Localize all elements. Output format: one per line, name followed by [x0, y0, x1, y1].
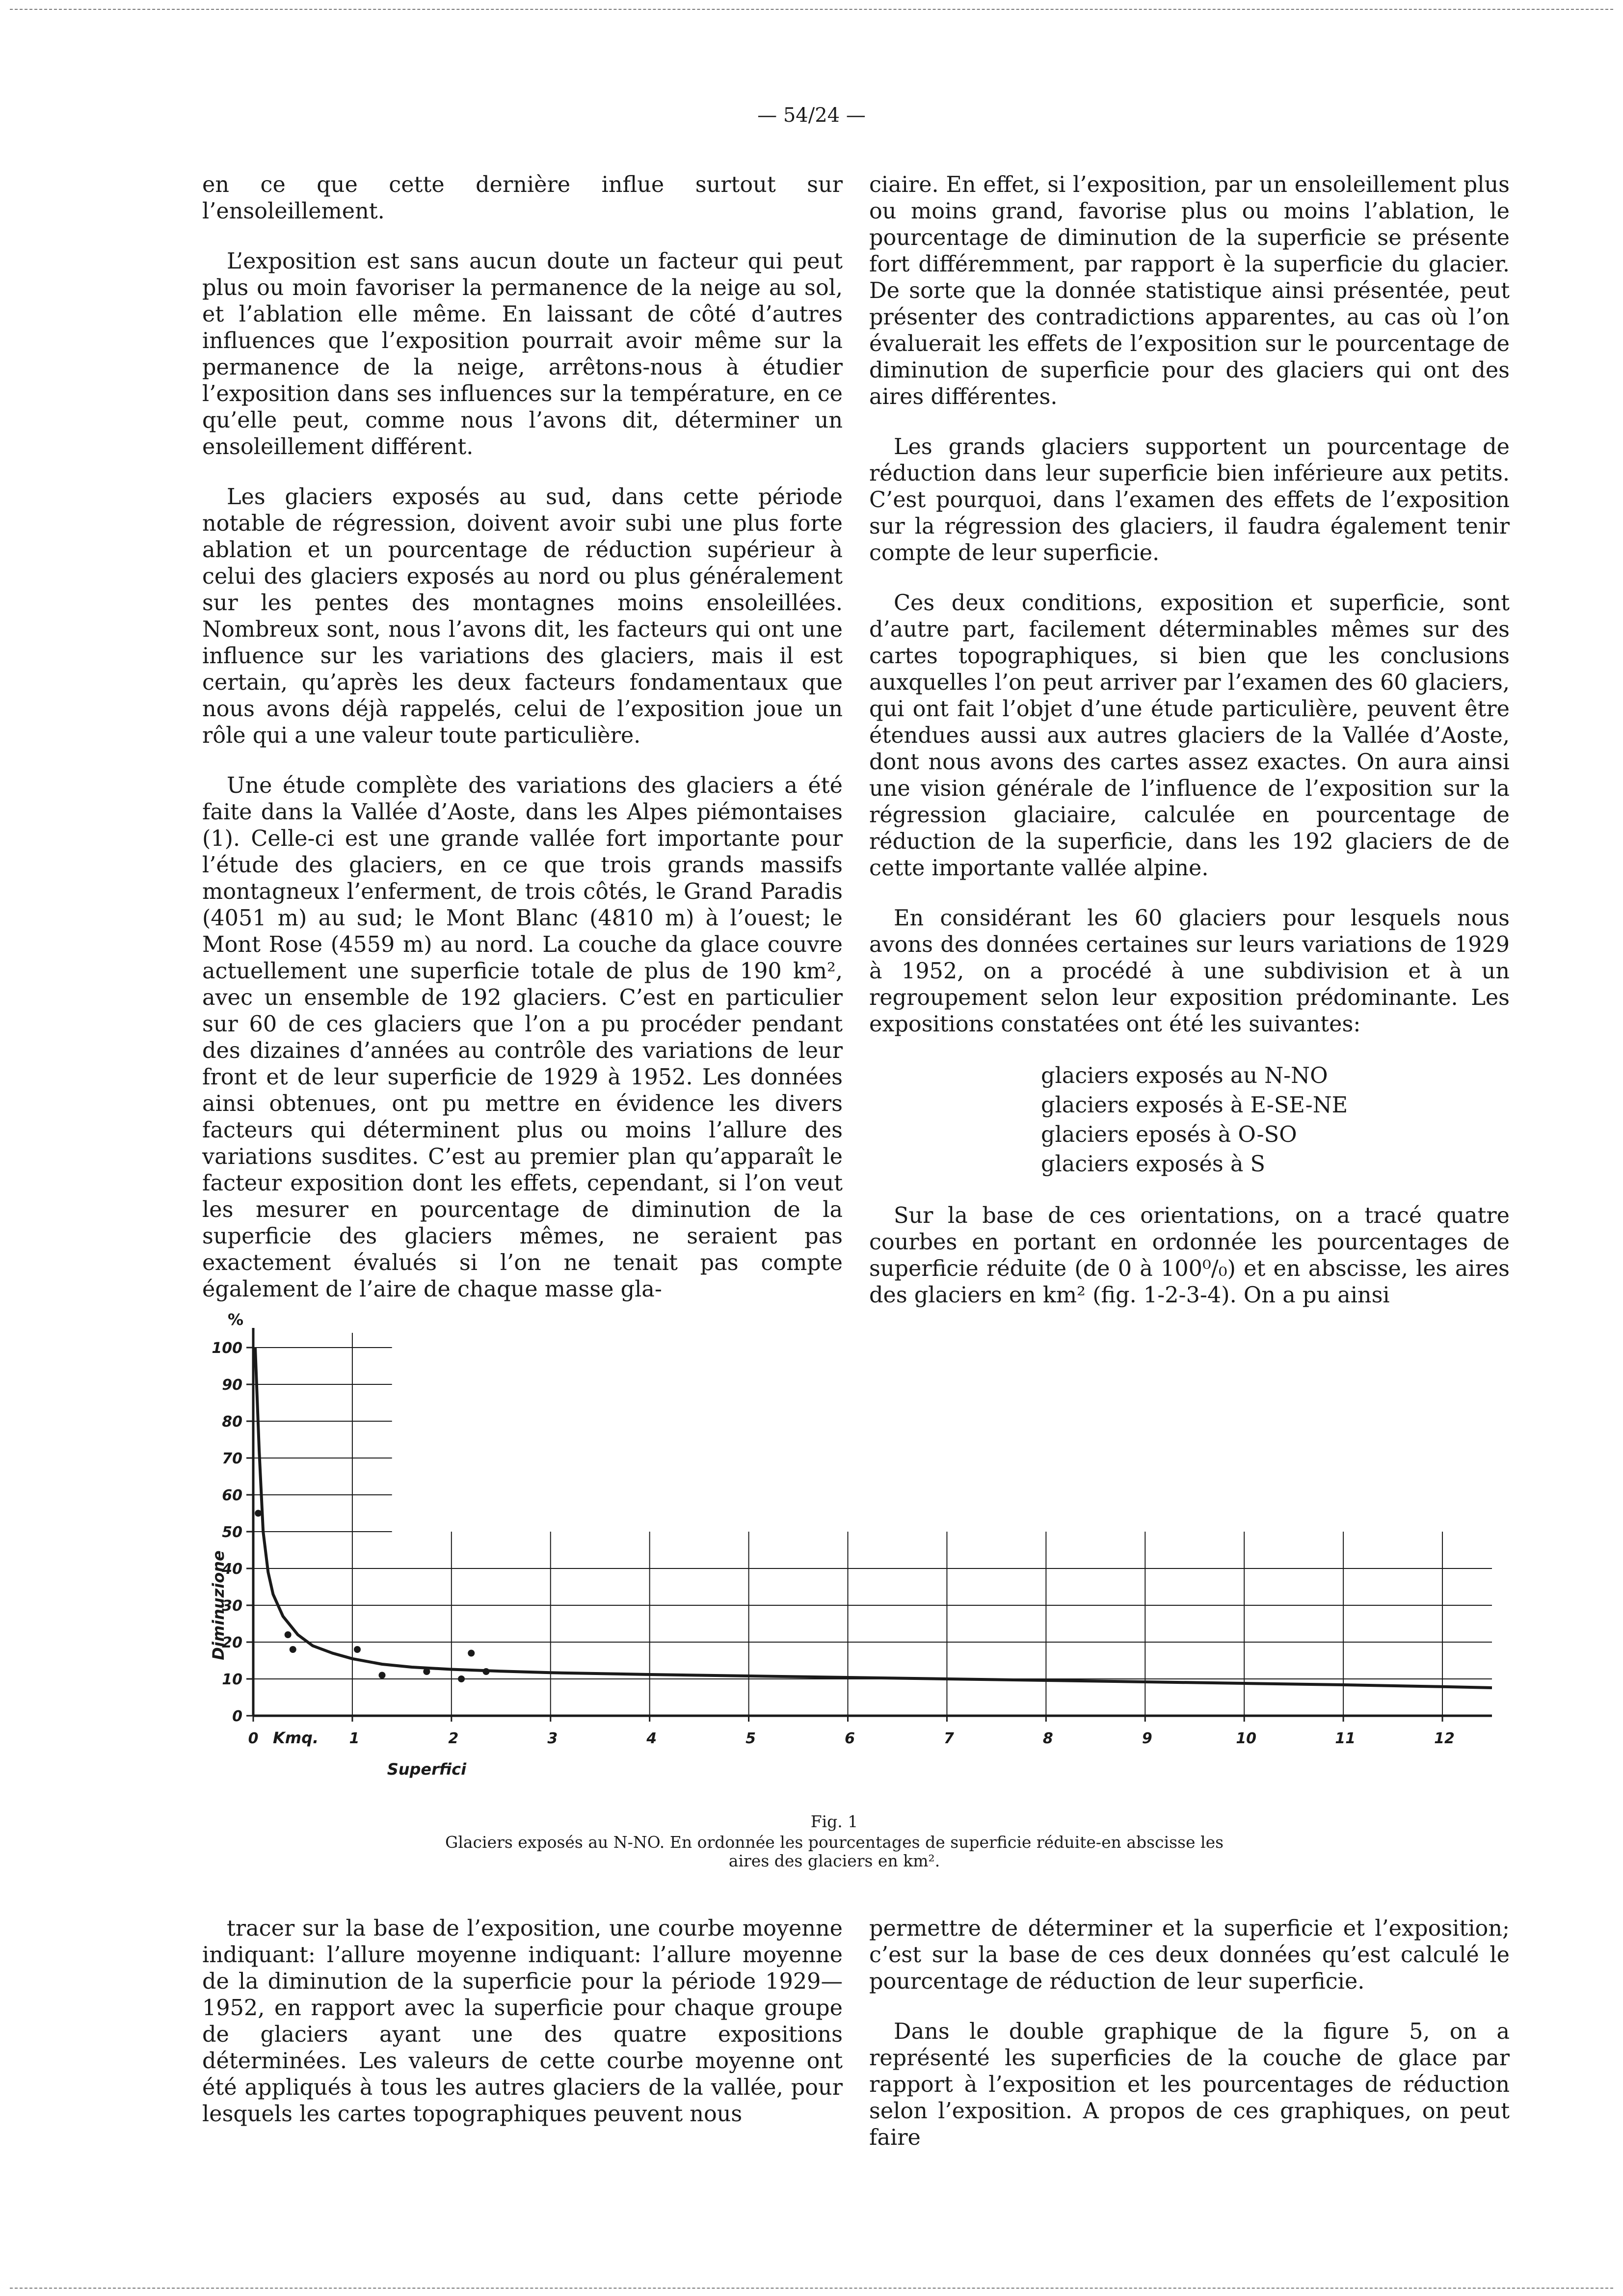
exposition-item: glaciers exposés au N-NO: [1041, 1063, 1328, 1088]
y-tick-label: 70: [222, 1450, 242, 1467]
x-tick-label: 0: [248, 1730, 259, 1747]
x-tick-label: 11: [1335, 1730, 1356, 1747]
x-tick-label: 5: [745, 1730, 756, 1747]
y-tick-label: 40: [222, 1561, 242, 1578]
exposition-list: [869, 1061, 1510, 1179]
data-point: [378, 1672, 385, 1679]
y-axis-title: Diminuzione: [209, 1550, 228, 1660]
x-axis-title: Superfici: [387, 1760, 467, 1779]
y-tick-label: 30: [222, 1597, 242, 1615]
data-point: [458, 1675, 465, 1682]
right-column-bottom: [869, 1916, 1510, 2175]
data-point: [285, 1631, 292, 1638]
top-edge-rule: [10, 9, 1613, 10]
y-tick-label: 60: [222, 1487, 242, 1504]
paragraph: ciaire. En effet, si l’exposition, par un ensoleillement plus ou moins grand, favorise plus ou moins l’ablation, le pourcentage de diminution de la superficie se présente fort différemment, par rapport è la superficie du glacier. De sorte que la donnée statistique ainsi présentée, peut présenter des contradictions apparentes, au cas où l’on évaluerait les effets de l’exposition sur le pourcentage de diminution de superficie pour des glaciers qui ont des aires différentes.: [869, 172, 1510, 409]
y-unit-label: %: [227, 1310, 244, 1329]
exposition-item: glaciers exposés à S: [1041, 1152, 1266, 1177]
x-tick-label: 1: [349, 1730, 360, 1747]
paragraph: En considérant les 60 glaciers pour lesquels nous avons des données certaines sur leurs variations de 1929 à 1952, on a procédé à une subdivision et à un regroupement selon leur exposition prédominante. Les expositions constatées ont été les suivantes:: [869, 906, 1510, 1037]
paragraph: L’exposition est sans aucun doute un facteur qui peut plus ou moin favoriser la permanence de la neige au sol, et l’ablation elle même. En laissant de côté d’autres influences que l’exposition pourrait avoir même sur la permanence de la neige, arrêtons-nous à étudier l’exposition dans ses influences sur la température, en ce qu’elle peut, comme nous l’avons dit, déterminer un ensoleillement différent.: [202, 249, 843, 459]
x-unit-label: Kmq.: [273, 1729, 319, 1747]
data-point: [483, 1668, 490, 1675]
y-tick-label: 50: [222, 1524, 242, 1541]
left-column-top: [202, 172, 843, 1326]
y-tick-label: 90: [222, 1377, 242, 1394]
x-tick-label: 8: [1042, 1730, 1053, 1747]
y-tick-label: 20: [222, 1634, 242, 1651]
data-point: [290, 1646, 296, 1653]
y-tick-label: 80: [222, 1413, 242, 1431]
mean-curve: [255, 1348, 1492, 1688]
paragraph: Une étude complète des variations des glaciers a été faite dans la Vallée d’Aoste, dans les Alpes piémontaises (1). Celle-ci est une grande vallée fort importante pour l’étude des glaciers, en ce que trois grands massifs montagneux l’enferment, de trois côtés, le Grand Paradis (4051 m) au sud; le Mont Blanc (4810 m) à l’ouest; le Mont Rose (4559 m) au nord. La couche da glace couvre actuellement une superficie totale de plus de 190 km², avec un ensemble de 192 glaciers. C’est en particulier sur 60 de ces glaciers que l’on a pu procéder pendant des dizaines d’années au contrôle des variations de leur front et de leur superficie de 1929 à 1952. Les données ainsi obtenues, ont pu mettre en évidence les divers facteurs qui déterminent plus ou moins l’allure des variations susdites. C’est au premier plan qu’apparaît le facteur exposition dont les effets, cependant, si l’on veut les mesurer en pourcentage de diminution de la superficie des glaciers mêmes, ne seraient pas exactement évalués si l’on ne tenait pas compte également de l’aire de chaque masse gla-: [202, 773, 843, 1302]
paragraph: permettre de déterminer et la superficie et l’exposition; c’est sur la base de ces deux données qu’est calculé le pourcentage de réduction de leur superficie.: [869, 1916, 1510, 1994]
x-tick-label: 6: [845, 1730, 855, 1747]
page-number: — 54/24 —: [757, 104, 866, 127]
x-tick-label: 12: [1434, 1730, 1455, 1747]
figure-caption-text: Glaciers exposés au N-NO. En ordonnée les pourcentages de superficie réduite-en abscisse les aires des glaciers en km².: [445, 1833, 1224, 1870]
x-tick-label: 10: [1236, 1730, 1257, 1747]
bottom-edge-rule: [10, 2288, 1613, 2289]
y-tick-label: 100: [212, 1340, 242, 1357]
x-tick-label: 9: [1142, 1730, 1152, 1747]
paragraph: Les grands glaciers supportent un pourcentage de réduction dans leur superficie bien inférieure aux petits. C’est pourquoi, dans l’examen des effets de l’exposition sur la régression des glaciers, il faudra également tenir compte de leur superficie.: [869, 434, 1510, 566]
right-column-top: [869, 172, 1510, 1332]
data-point: [354, 1646, 361, 1653]
paragraph: Dans le double graphique de la figure 5, on a représenté les superficies de la couche de glace par rapport à l’exposition et les pourcentages de réduction selon l’exposition. A propos de ces graphiques, on peut faire: [869, 2019, 1510, 2150]
figure-label: Fig. 1: [810, 1812, 858, 1831]
data-point: [468, 1650, 475, 1657]
figure-1-chart: [186, 1296, 1512, 1807]
paragraph: Sur la base de ces orientations, on a tracé quatre courbes en portant en ordonnée les pourcentages de superficie réduite (de 0 à 100⁰/₀) et en abscisse, les aires des glaciers en km² (fig. 1-2-3-4). On a pu ainsi: [869, 1203, 1510, 1308]
x-tick-label: 7: [944, 1730, 954, 1747]
exposition-item: glaciers exposés à E-SE-NE: [1041, 1093, 1348, 1118]
paragraph: Ces deux conditions, exposition et superficie, sont d’autre part, facilement déterminables mêmes sur des cartes topographiques, si bien que les conclusions auxquelles l’on peut arriver par l’examen des 60 glaciers, qui ont fait l’objet d’une étude particulière, peuvent être étendues aussi aux autres glaciers de la Vallée d’Aoste, dont nous avons des cartes assez exactes. On aura ainsi une vision générale de l’influence de l’exposition sur la régression glaciaire, calculée en pourcentage de réduction de la superficie, dans les 192 glaciers de de cette importante vallée alpine.: [869, 591, 1510, 881]
left-column-bottom: [202, 1916, 843, 2151]
figure-caption: [442, 1812, 1227, 1870]
paragraph: en ce que cette dernière influe surtout sur l’ensoleillement.: [202, 172, 843, 224]
paragraph: tracer sur la base de l’exposition, une courbe moyenne indiquant: l’allure moyenne indiquant: l’allure moyenne de la diminution de la superficie pour la période 1929—1952, en rapport avec la superficie pour chaque groupe de glaciers ayant une des quatre expositions déterminées. Les valeurs de cette courbe moyenne ont été appliqués à tous les autres glaciers de la vallée, pour lesquels les cartes topographiques peuvent nous: [202, 1916, 843, 2127]
x-tick-label: 4: [646, 1730, 657, 1747]
exposition-item: glaciers eposés à O-SO: [1041, 1122, 1297, 1147]
data-point: [255, 1510, 262, 1517]
y-tick-label: 0: [232, 1708, 242, 1725]
paragraph: Les glaciers exposés au sud, dans cette période notable de régression, doivent avoir subi une plus forte ablation et un pourcentage de réduction supérieur à celui des glaciers exposés au nord ou plus généralement sur les pentes des montagnes moins ensoleillées. Nombreux sont, nous l’avons dit, les facteurs qui ont une influence sur les variations des glaciers, mais il est certain, qu’après les deux facteurs fondamentaux que nous avons déjà rappelés, celui de l’exposition joue un rôle qui a une valeur toute particulière.: [202, 485, 843, 748]
x-tick-label: 2: [448, 1730, 459, 1747]
y-tick-label: 10: [222, 1671, 242, 1688]
x-tick-label: 3: [547, 1730, 558, 1747]
data-point: [423, 1668, 430, 1675]
